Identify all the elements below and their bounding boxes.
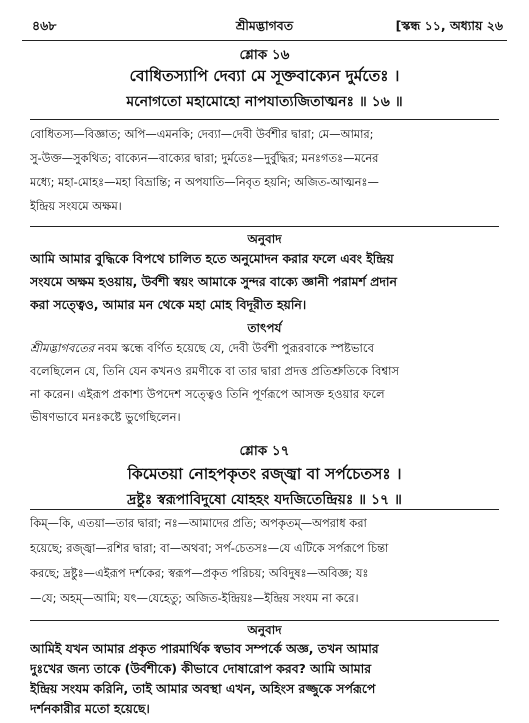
verse17-translation-heading: অনুবাদ: [247, 623, 282, 637]
verse16-synonym-line: মধ্যে; মহা-মোহঃ—মহা বিভ্রান্তি; ন অপযাতি—নিবৃত হয়নি; অজিত-আত্মনঃ—: [30, 175, 379, 189]
verse16-line2: মনোগতো মহামোহো নাপযাত্যজিতাত্মনঃ ॥ ১৬ ॥: [126, 94, 403, 110]
verse17-synonym-line: হয়েছে; রজ্জ্বা—রশির দ্বারা; বা—অথবা; সর্প-চেতসঃ—যে এটিকে সর্পরূপে চিন্তা: [30, 541, 389, 555]
verse16-synonym-line: বোধিতস্য—বিজ্ঞাত; অপি—এমনকি; দেব্যা—দেবী উর্বশীর দ্বারা; মে—আমার;: [30, 127, 374, 141]
verse17-heading: শ্লোক ১৭: [239, 443, 290, 459]
verse16-translation-line: আমি আমার বুদ্ধিকে বিপথে চালিত হতে অনুমোদন করার ফলে এবং ইন্দ্রিয়: [30, 251, 394, 266]
page-number: ৪৬৮: [32, 18, 57, 33]
verse17-translation-line: দর্শনকারীর মতো হয়েছে।: [30, 701, 150, 716]
verse16-translation-line: সংযমে অক্ষম হওয়ায়, উর্বশী স্বয়ং আমাকে সুন্দর বাক্যে জ্ঞানী পরামর্শ প্রদান: [30, 274, 397, 289]
verse16-heading: শ্লোক ১৬: [239, 47, 290, 63]
verse16-purport-line: বলেছিলেন যে, তিনি যেন কখনও রমণীকে বা তার দ্বারা প্রদত্ত প্রতিশ্রুতিকে বিশ্বাস: [30, 364, 400, 378]
verse16-translation-line: করা সত্ত্বেও, আমার মন থেকে মহা মোহ বিদূরীত হয়নি।: [30, 297, 307, 312]
verse16-purport-heading: তাৎপর্য: [247, 321, 282, 335]
verse16-synonym-line: সু-উক্ত—সুকথিত; বাক্যেন—বাক্যের দ্বারা; দুর্মতেঃ—দুর্বুদ্ধির; মনঃগতঃ—মনের: [30, 151, 379, 165]
verse17-line2: দ্রষ্টুঃ স্বরূপাবিদুষো যোহহং যদজিতেন্দ্রিয়ঃ ॥ ১৭ ॥: [127, 492, 402, 508]
verse17-line1: কিমেতয়া নোহপকৃতং রজ্জ্বা বা সর্পচেতসঃ ।: [127, 465, 402, 483]
page-header: [24, 18, 505, 38]
verse16-line1: বোধিতস্যাপি দেব্যা মে সূক্তবাক্যেন দুর্মতেঃ ।: [129, 67, 400, 85]
header-rule: [22, 40, 507, 41]
verse17-synonym-line: করছে; দ্রষ্টুঃ—এইরূপ দর্শকের; স্বরূপ—প্রকৃত পরিচয়; অবিদুষঃ—অবিজ্ঞ; যঃ: [30, 566, 369, 580]
section-label: [স্কন্ধ ১১, অধ্যায় ২৬: [395, 18, 503, 33]
book-title: শ্রীমদ্ভাগবত: [235, 18, 294, 33]
purport-text: নবম স্কন্ধে বর্ণিত হয়েছে যে, দেবী উর্বশী পুরূরবাকে স্পষ্টভাবে: [94, 341, 375, 355]
verse17-synonym-line: —যে; অহম্—আমি; যৎ—যেহেতু; অজিত-ইন্দ্রিয়ঃ—ইন্দ্রিয় সংযম না করে।: [30, 591, 359, 605]
purport-book-ref: শ্রীমদ্ভাগবতের: [30, 341, 95, 355]
verse16-synonym-line: ইন্দ্রিয় সংযমে অক্ষম।: [30, 199, 122, 213]
verse16-purport-line: ভীষণভাবে মনঃকষ্টে ভুগেছিলেন।: [30, 410, 181, 424]
verse17-synonym-line: কিম্—কি, এতয়া—তার দ্বারা; নঃ—আমাদের প্রতি; অপকৃতম্—অপরাধ করা: [30, 516, 367, 530]
verse16-purport-line: না করেন। এইরূপ প্রকাশ্য উপদেশ সত্ত্বেও তিনি পূর্ণরূপে আসক্ত হওয়ার ফলে: [30, 387, 385, 401]
verse17-translation-line: আমিই যখন আমার প্রকৃত পারমার্থিক স্বভাব সম্পর্কে অজ্ঞ, তখন আমার: [30, 641, 379, 656]
verse16-purport-line: [30, 340, 499, 359]
verse16-translation-heading: অনুবাদ: [247, 232, 282, 246]
verse17-translation-line: ইন্দ্রিয় সংযম করিনি, তাই আমার অবস্থা এখন, অহিংস রজ্জুকে সর্পরূপে: [30, 681, 376, 696]
verse17-translation-line: দুঃখের জন্য তাকে (উর্বশীকে) কীভাবে দোষারোপ করব? আমি আমার: [30, 661, 372, 676]
